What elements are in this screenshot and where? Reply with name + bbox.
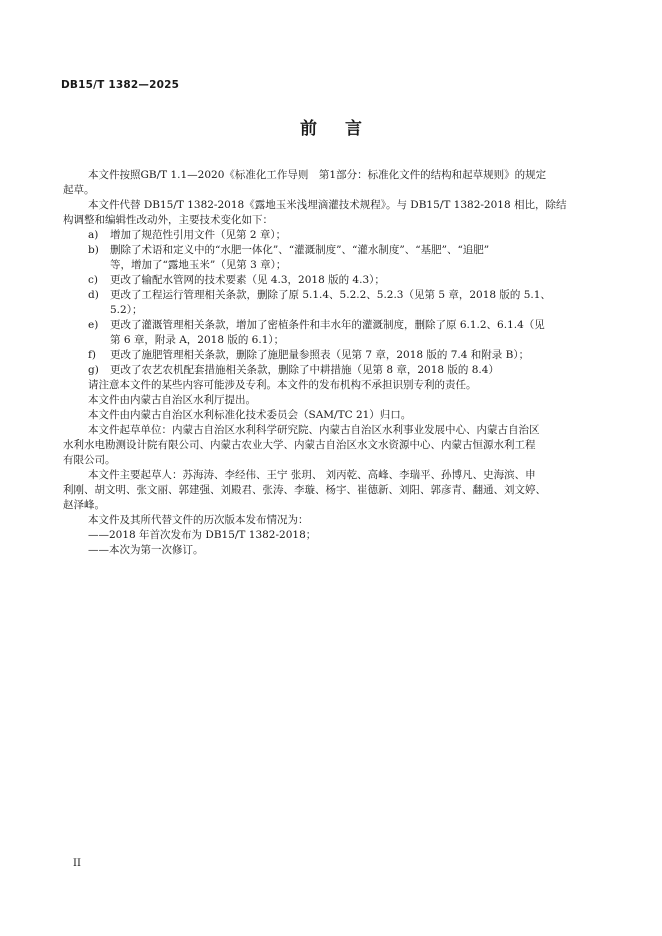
list-text-continuation: 第 6 章，附录 A，2018 版的 6.1）； [110,334,285,346]
list-text: 更改了农艺农机配套措施相关条款，删除了中耕措施（见第 8 章，2018 版的 8.4） [110,364,499,376]
patent-notice: 请注意本文件的某些内容可能涉及专利。本文件的发布机构不承担识别专利的责任。 [88,379,477,391]
drafters-line: 赵泽峰。 [63,499,105,511]
list-text: 增加了规范性引用文件（见第 2 章）； [110,229,287,241]
list-item [88,348,588,363]
list-text: 更改了施肥管理相关条款，删除了施肥量参照表（见第 7 章，2018 版的 7.4 和附录 B）； [110,349,530,361]
list-marker: f) [88,349,96,361]
list-marker: b) [88,244,99,256]
list-item [88,363,588,378]
history-item: ——2018 年首次发布为 DB15/T 1382-2018； [88,529,317,541]
list-item [88,228,588,243]
centralizer-statement: 本文件由内蒙古自治区水利标准化技术委员会（SAM/TC 21）归口。 [88,409,412,421]
list-marker: e) [88,319,99,331]
list-text-continuation: 等，增加了“露地玉米”（见第 3 章）； [110,259,287,271]
list-text: 更改了灌溉管理相关条款，增加了密植条件和丰水年的灌溉制度，删除了原 6.1.2、6.1.4（见 [110,319,545,331]
paragraph-line: 本文件代替 DB15/T 1382-2018《露地玉米浅埋滴灌技术规程》。与 DB15/T 1382-2018 相比，除结 [88,199,567,211]
proposer-statement: 本文件由内蒙古自治区水利厅提出。 [88,394,256,406]
list-marker: g) [88,364,99,376]
paragraph-line: 本文件按照GB/T 1.1—2020《标准化工作导则 第1部分：标准化文件的结构和起草规则》的规定 [88,169,547,181]
list-text: 更改了输配水管网的技术要素（见 4.3，2018 版的 4.3）； [110,274,385,286]
list-marker: a) [88,229,99,241]
list-item [88,288,588,303]
history-item: ——本次为第一次修订。 [88,544,204,556]
list-item [88,318,588,333]
drafters-line: 本文件主要起草人：苏海涛、李经伟、王宁 张玥、 刘丙乾、高峰、李瑞平、孙博凡、史海滨、申 [88,469,536,481]
page-title: 前言 [300,119,390,139]
list-text: 更改了工程运行管理相关条款，删除了原 5.1.4、5.2.2、5.2.3（见第 5 章，2018 版的 5.1、 [110,289,551,301]
list-item [88,273,588,288]
drafting-units-line: 有限公司。 [63,454,116,466]
list-marker: d) [88,289,99,301]
drafting-units-line: 本文件起草单位：内蒙古自治区水利科学研究院、内蒙古自治区水利事业发展中心、内蒙古自治区 [88,424,540,436]
list-text: 删除了术语和定义中的“水肥一体化”、“灌溉制度”、“灌水制度”、“基肥”、“追肥” [110,244,490,256]
paragraph-line: 起草。 [63,184,95,196]
page-number: II [73,858,81,869]
drafters-line: 利刚、胡文明、张文丽、郭建强、刘殿君、张涛、李璇、杨宇、崔德新、刘阳、郭彦青、翻通、刘文婷、 [63,484,546,496]
drafting-units-line: 水利水电勘测设计院有限公司、内蒙古农业大学、内蒙古自治区水文水资源中心、内蒙古恒源水利工程 [63,439,536,451]
list-text-continuation: 5.2）； [110,304,143,316]
history-intro: 本文件及其所代替文件的历次版本发布情况为： [88,514,309,526]
foreword-body [63,168,588,558]
list-item [88,243,588,258]
list-marker: c) [88,274,98,286]
document-code: DB15/T 1382—2025 [61,79,180,91]
paragraph-line: 构调整和编辑性改动外，主要技术变化如下： [63,214,273,226]
